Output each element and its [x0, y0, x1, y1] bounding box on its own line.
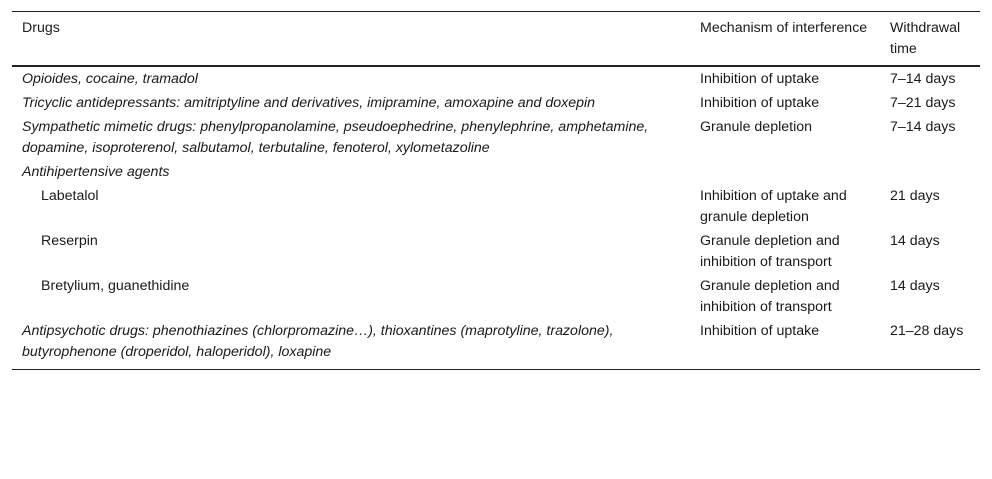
withdrawal-cell: 7–14 days	[890, 119, 956, 135]
header-drugs: Drugs	[22, 20, 60, 36]
drug-interference-table	[12, 11, 980, 370]
header-mechanism: Mechanism of interference	[700, 20, 868, 36]
mechanism-cell: Inhibition of uptake	[700, 95, 820, 111]
table-body	[12, 66, 980, 370]
header-withdrawal-time: Withdrawal time	[890, 20, 961, 57]
mechanism-cell: Granule depletion	[700, 119, 813, 135]
withdrawal-cell: 7–21 days	[890, 95, 956, 111]
table-row	[12, 274, 980, 319]
mechanism-cell: Granule depletion and inhibition of transport	[700, 233, 840, 270]
drug-cell: Antipsychotic drugs: phenothiazines (chlorpromazine…), thioxantines (maprotyline, trazolone), butyrophenone (droperidol, haloperidol), loxapine	[22, 323, 614, 360]
mechanism-cell: Inhibition of uptake	[700, 323, 820, 339]
table-row	[12, 184, 980, 229]
drug-subitem-cell: Labetalol	[41, 188, 99, 204]
table-header	[12, 12, 980, 67]
withdrawal-cell: 7–14 days	[890, 71, 956, 87]
drug-group-cell: Antihipertensive agents	[22, 164, 170, 180]
drug-subitem-cell: Reserpin	[41, 233, 98, 249]
mechanism-cell: Granule depletion and inhibition of transport	[700, 278, 840, 315]
withdrawal-cell	[880, 160, 980, 184]
mechanism-cell: Inhibition of uptake and granule depletion	[700, 188, 847, 225]
drug-cell: Tricyclic antidepressants: amitriptyline and derivatives, imipramine, amoxapine and doxepin	[22, 95, 596, 111]
drug-cell: Sympathetic mimetic drugs: phenylpropanolamine, pseudoephedrine, phenylephrine, amphetamine, dopamine, isoproterenol, salbutamol, terbutaline, fenoterol, xylometazoline	[22, 119, 649, 156]
table-row	[12, 115, 980, 160]
table-row	[12, 91, 980, 115]
mechanism-cell: Inhibition of uptake	[700, 71, 820, 87]
drug-subitem-cell: Bretylium, guanethidine	[41, 278, 190, 294]
withdrawal-cell: 14 days	[890, 233, 940, 249]
drug-cell: Opioides, cocaine, tramadol	[22, 71, 198, 87]
withdrawal-cell: 21–28 days	[890, 323, 964, 339]
mechanism-cell	[690, 160, 880, 184]
table-row	[12, 319, 980, 370]
withdrawal-cell: 21 days	[890, 188, 940, 204]
table-row	[12, 66, 980, 91]
table-row-group-heading	[12, 160, 980, 184]
header-row	[12, 12, 980, 67]
withdrawal-cell: 14 days	[890, 278, 940, 294]
table-row	[12, 229, 980, 274]
